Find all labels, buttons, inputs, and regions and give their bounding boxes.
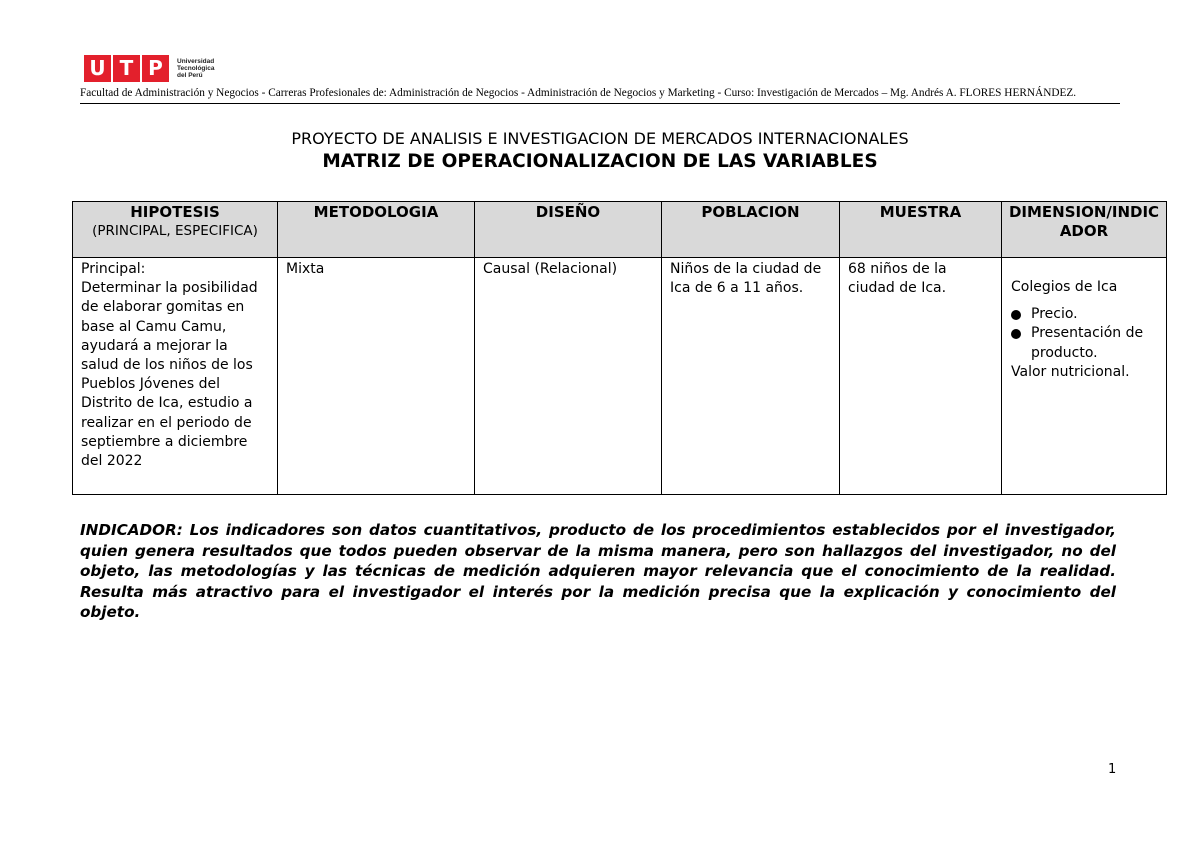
- utp-logo: [84, 54, 214, 82]
- header-dimension: DIMENSION/INDICADOR: [1002, 202, 1167, 258]
- cell-diseno: Causal (Relacional): [475, 258, 662, 495]
- logo-university-name: [177, 58, 214, 79]
- header-poblacion: POBLACION: [662, 202, 840, 258]
- header-diseno: DISEÑO: [475, 202, 662, 258]
- hipotesis-label: Principal:: [81, 261, 146, 277]
- bullet-icon: [1011, 329, 1021, 339]
- indicator-paragraph: [80, 520, 1116, 623]
- operationalization-matrix: [72, 201, 1167, 495]
- header-hipotesis-label: HIPOTESIS: [130, 203, 220, 221]
- list-item: [1011, 324, 1158, 362]
- table-row: [73, 258, 1167, 495]
- faculty-header: Facultad de Administración y Negocios - Carreras Profesionales de: Administración de Negocios - Administración de Negocios y Marketing - Curso: Investigación de Mercados – Mg. Andrés A. FLORES HERNÁNDEZ.: [80, 87, 1077, 99]
- cell-muestra: 68 niños de la ciudad de Ica.: [840, 258, 1002, 495]
- bullet-text: Presentación de producto.: [1031, 325, 1144, 361]
- list-item: [1011, 305, 1158, 324]
- header-hipotesis: [73, 202, 278, 258]
- logo-text-line2: Tecnológica: [177, 64, 215, 72]
- dimension-bullet-list: [1011, 305, 1158, 363]
- hipotesis-text: Determinar la posibilidad de elaborar gomitas en base al Camu Camu, ayudará a mejorar la salud de los niños de los Pueblos Jóvenes del Distrito de Ica, estudio a realizar en el periodo de septiembre a diciembre del 2022: [81, 280, 258, 470]
- matrix-title: MATRIZ DE OPERACIONALIZACION DE LAS VARIABLES: [322, 151, 878, 172]
- header-muestra: MUESTRA: [840, 202, 1002, 258]
- bullet-icon: [1011, 310, 1021, 320]
- project-title: PROYECTO DE ANALISIS E INVESTIGACION DE MERCADOS INTERNACIONALES: [291, 129, 909, 148]
- bullet-text: Precio.: [1031, 306, 1078, 323]
- page-number: 1: [1108, 762, 1117, 777]
- header-hipotesis-sub: (PRINCIPAL, ESPECIFICA): [92, 223, 258, 239]
- logo-text-line1: Universidad: [177, 57, 215, 65]
- header-metodologia: METODOLOGIA: [278, 202, 475, 258]
- cell-metodologia: Mixta: [278, 258, 475, 495]
- header-divider: [80, 103, 1120, 104]
- logo-text-line3: del Perú: [177, 71, 203, 79]
- dimension-last-item: Valor nutricional.: [1011, 363, 1130, 380]
- logo-letter-u: U: [84, 55, 111, 82]
- cell-hipotesis: [73, 258, 278, 495]
- indicator-label: INDICADOR: [80, 521, 177, 539]
- dimension-title: Colegios de Ica: [1011, 279, 1118, 295]
- indicator-text: : Los indicadores son datos cuantitativos, producto de los procedimientos establecidos por el investigador, quien genera resultados que todos pueden observar de la misma manera, pero son hallazgos del investigador, no del objeto, las metodologías y las técnicas de medición adquieren mayor relevancia que el conocimiento de la realidad. Resulta más atractivo para el investigador el interés por la medición precisa que la explicación y conocimiento del objeto.: [80, 521, 1116, 621]
- logo-letter-t: T: [113, 55, 140, 82]
- logo-letter-p: P: [142, 55, 169, 82]
- cell-dimension: [1002, 258, 1167, 495]
- header-row: [73, 202, 1167, 258]
- cell-poblacion: Niños de la ciudad de Ica de 6 a 11 años.: [662, 258, 840, 495]
